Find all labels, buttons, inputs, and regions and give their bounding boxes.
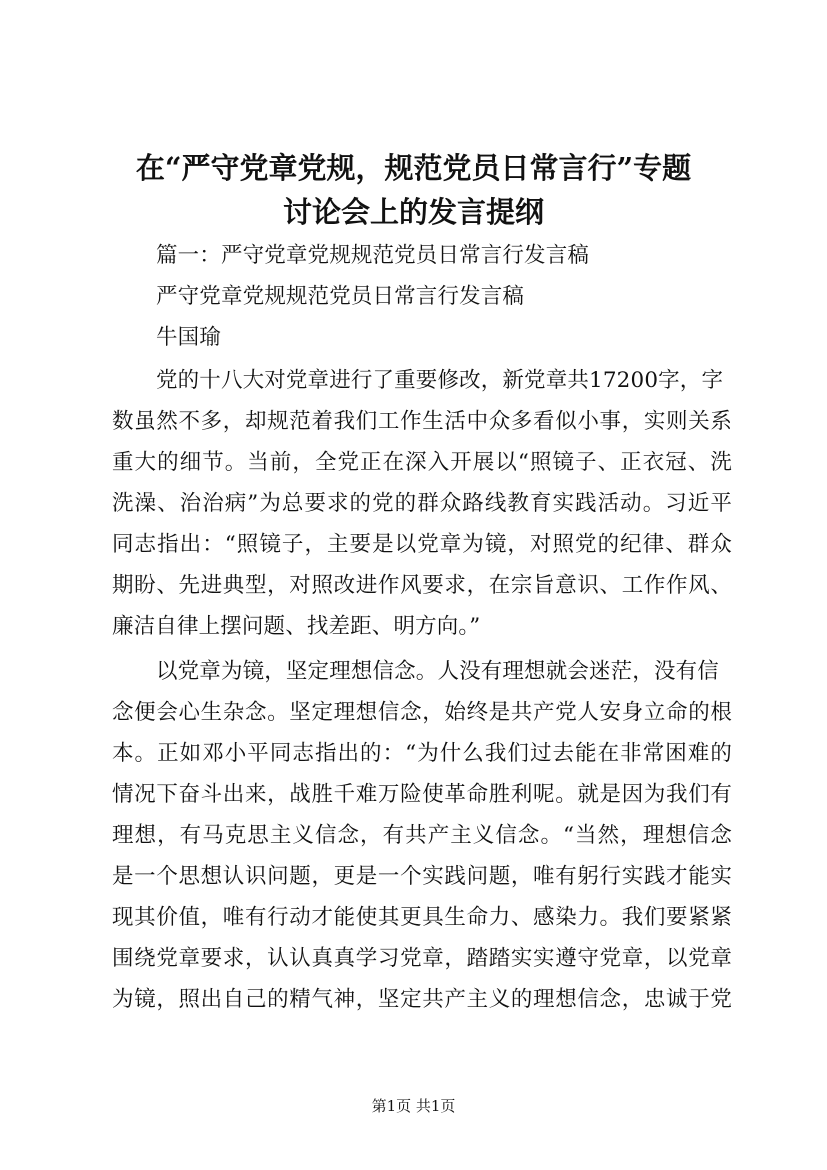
subtitle: 严守党章党规规范党员日常言行发言稿 <box>156 284 525 309</box>
document-title-line-2: 讨论会上的发言提纲 <box>282 195 544 229</box>
paragraph-line: 为镜，照出自己的精气神，坚定共产主义的理想信念，忠诚于党 <box>112 987 732 1012</box>
paragraph-line: 现其价值，唯有行动才能使其更具生命力、感染力。我们要紧紧 <box>112 905 732 930</box>
paragraph-line: 期盼、先进典型，对照改进作风要求，在宗旨意识、工作作风、 <box>112 573 732 598</box>
paragraph-line: 数虽然不多，却规范着我们工作生活中众多看似小事，实则关系 <box>112 409 732 434</box>
paragraph-line: 党的十八大对党章进行了重要修改，新党章共17200字，字 <box>156 368 724 393</box>
section-heading: 篇一：严守党章党规规范党员日常言行发言稿 <box>156 243 590 268</box>
paragraph-line: 重大的细节。当前，全党正在深入开展以“照镜子、正衣冠、洗 <box>112 450 732 475</box>
paragraph-line: 洗澡、治治病”为总要求的党的群众路线教育实践活动。习近平 <box>112 491 732 516</box>
paragraph-line: 是一个思想认识问题，更是一个实践问题，唯有躬行实践才能实 <box>112 864 732 889</box>
page-footer: 第1页 共1页 <box>371 1097 456 1115</box>
document-title-line-1: 在“严守党章党规，规范党员日常言行”专题 <box>135 151 692 185</box>
paragraph-line: 情况下奋斗出来，战胜千难万险使革命胜利呢。就是因为我们有 <box>112 782 732 807</box>
paragraph-line: 念便会心生杂念。坚定理想信念，始终是共产党人安身立命的根 <box>112 700 732 725</box>
paragraph-line: 本。正如邓小平同志指出的：“为什么我们过去能在非常困难的 <box>112 741 732 766</box>
paragraph-line: 理想，有马克思主义信念，有共产主义信念。“当然，理想信念 <box>112 823 732 848</box>
paragraph-line: 同志指出：“照镜子，主要是以党章为镜，对照党的纪律、群众 <box>112 532 732 557</box>
paragraph-line: 廉洁自律上摆问题、找差距、明方向。” <box>112 614 481 639</box>
paragraph-line: 以党章为镜，坚定理想信念。人没有理想就会迷茫，没有信 <box>156 659 719 684</box>
author: 牛国瑜 <box>156 325 221 350</box>
paragraph-line: 围绕党章要求，认认真真学习党章，踏踏实实遵守党章，以党章 <box>112 946 732 971</box>
